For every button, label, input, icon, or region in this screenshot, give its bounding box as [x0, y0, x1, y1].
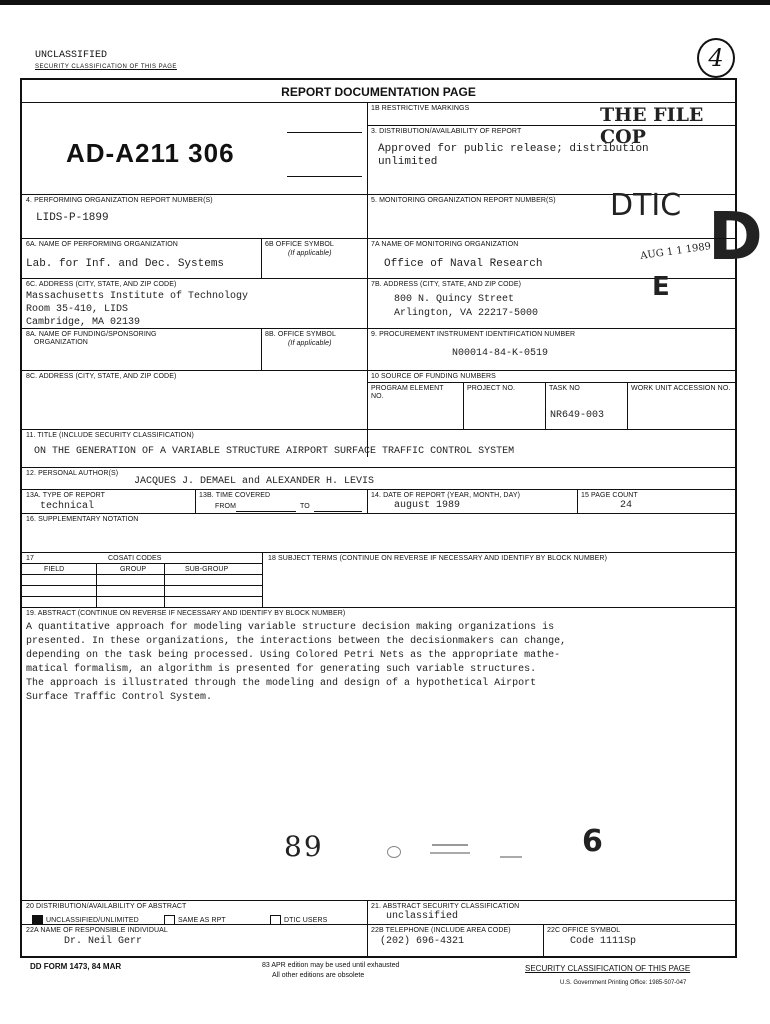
project-no-label: PROJECT NO.	[467, 385, 516, 392]
office-symbol-22c-value: Code 1111Sp	[570, 936, 637, 947]
time-covered-to: TO	[300, 503, 310, 510]
distribution-value-line2: unlimited	[378, 156, 438, 168]
abstract-line-6: Surface Traffic Control System.	[26, 692, 213, 703]
monitoring-report-number-label: 5. MONITORING ORGANIZATION REPORT NUMBER(S)	[371, 197, 556, 204]
dtic-stamp: DTIC	[610, 188, 682, 223]
top-border-bar	[0, 0, 770, 5]
cosati-group-label: GROUP	[120, 566, 147, 573]
abstract-line-5: The approach is illustrated through the modeling and design of a hypothetical Airport	[26, 678, 537, 689]
page-count-value: 24	[620, 500, 633, 511]
performing-address-line3: Cambridge, MA 02139	[26, 317, 141, 328]
footer-security-classification: SECURITY CLASSIFICATION OF THIS PAGE	[525, 964, 691, 973]
abstract-line-3: depending on the task being processed. Using Colored Petri Nets as the appropriate mathe-	[26, 650, 561, 661]
stamp-smudge-2	[432, 844, 468, 846]
funding-address-label: 8C. ADDRESS (CITY, STATE, AND ZIP CODE)	[26, 373, 177, 380]
form-title: REPORT DOCUMENTATION PAGE	[281, 85, 476, 99]
footer-form-number: DD FORM 1473, 84 MAR	[30, 962, 122, 971]
abstract-line-4: matical formalism, an algorithm is presented for generating such variable structures.	[26, 664, 537, 675]
task-no-label: TASK NO	[549, 385, 580, 392]
work-unit-label: WORK UNIT ACCESSION NO.	[631, 385, 731, 392]
monitoring-address-label: 7B. ADDRESS (CITY, STATE, AND ZIP CODE)	[371, 281, 522, 288]
footer-edition-1: 83 APR edition may be used until exhausted	[262, 962, 400, 969]
monitoring-org-name-value: Office of Naval Research	[384, 258, 543, 270]
time-covered-from: FROM	[215, 503, 237, 510]
performing-org-name-label: 6A. NAME OF PERFORMING ORGANIZATION	[26, 241, 178, 248]
abstract-line-1: A quantitative approach for modeling variable structure decision making organizations is	[26, 622, 555, 633]
authors-label: 12. PERSONAL AUTHOR(S)	[26, 470, 119, 477]
stamp-smudge-3	[430, 852, 470, 854]
telephone-label: 22B TELEPHONE (INCLUDE AREA CODE)	[371, 927, 511, 934]
cosati-subgroup-label: SUB-GROUP	[185, 566, 229, 573]
page-count-label: 15 PAGE COUNT	[581, 492, 638, 499]
security-classification-line: SECURITY CLASSIFICATION OF THIS PAGE	[35, 64, 177, 70]
footer-printing-office: U.S. Government Printing Office: 1985-507-047	[560, 980, 687, 986]
option-same-as-rpt[interactable]: SAME AS RPT	[164, 915, 226, 925]
option-unclassified-unlimited[interactable]: UNCLASSIFIED/UNLIMITED	[32, 915, 139, 925]
title-value: ON THE GENERATION OF A VARIABLE STRUCTURE AIRPORT SURFACE TRAFFIC CONTROL SYSTEM	[34, 446, 515, 457]
date-stamp-6: 6	[582, 824, 603, 859]
funding-org-label-2: ORGANIZATION	[34, 339, 88, 346]
abstract-security-value: unclassified	[386, 911, 459, 922]
performing-address-line2: Room 35-410, LIDS	[26, 304, 129, 315]
dtic-e-stamp: E	[652, 272, 670, 302]
authors-value: JACQUES J. DEMAEL and ALEXANDER H. LEVIS	[134, 476, 375, 487]
abstract-line-2: presented. In these organizations, the interactions between the decisionmakers can change,	[26, 636, 567, 647]
monitoring-address-line1: 800 N. Quincy Street	[394, 294, 515, 305]
task-no-value: NR649-003	[550, 410, 605, 421]
office-symbol-6b-sub: (If applicable)	[288, 250, 332, 257]
report-date-label: 14. DATE OF REPORT (YEAR, MONTH, DAY)	[371, 492, 521, 499]
option-dtic-users[interactable]: DTIC USERS	[270, 915, 327, 925]
subject-terms-label: 18 SUBJECT TERMS (CONTINUE ON REVERSE IF NECESSARY AND IDENTIFY BY BLOCK NUMBER)	[268, 555, 608, 562]
performing-address-label: 6C. ADDRESS (CITY, STATE, AND ZIP CODE)	[26, 281, 177, 288]
performing-address-line1: Massachusetts Institute of Technology	[26, 291, 249, 302]
cosati-codes-label: COSATI CODES	[108, 555, 162, 562]
office-symbol-8b-sub: (If applicable)	[288, 340, 332, 347]
stamp-smudge-4	[500, 842, 522, 858]
dtic-large-d: D	[708, 198, 763, 275]
office-symbol-8b-label: 8B. OFFICE SYMBOL	[265, 331, 336, 338]
procurement-id-label: 9. PROCUREMENT INSTRUMENT IDENTIFICATION NUMBER	[371, 331, 576, 338]
source-funding-label: 10 SOURCE OF FUNDING NUMBERS	[371, 373, 496, 380]
performing-report-number-label: 4. PERFORMING ORGANIZATION REPORT NUMBER(S)	[26, 197, 213, 204]
responsible-individual-value: Dr. Neil Gerr	[64, 936, 143, 947]
date-stamp-89: 89	[284, 830, 324, 863]
program-element-label: PROGRAM ELEMENT NO.	[371, 385, 444, 400]
procurement-id-value: N00014-84-K-0519	[452, 348, 549, 359]
time-covered-label: 13B. TIME COVERED	[199, 492, 271, 499]
report-type-value: technical	[40, 501, 95, 512]
telephone-value: (202) 696-4321	[380, 936, 465, 947]
file-copy-stamp: THE FILE COP	[600, 104, 704, 148]
performing-report-number-value: LIDS-P-1899	[36, 212, 109, 224]
office-symbol-22c-label: 22C OFFICE SYMBOL	[547, 927, 621, 934]
dtic-date-stamp: AUG 1 1 1989	[639, 241, 712, 262]
abstract-label: 19. ABSTRACT (CONTINUE ON REVERSE IF NECESSARY AND IDENTIFY BY BLOCK NUMBER)	[26, 610, 346, 617]
distribution-value-line1: Approved for public release; distribution	[378, 143, 649, 155]
abstract-security-label: 21. ABSTRACT SECURITY CLASSIFICATION	[371, 903, 520, 910]
restrictive-markings-label: 1B RESTRICTIVE MARKINGS	[371, 105, 470, 112]
supplementary-notation-label: 16. SUPPLEMENTARY NOTATION	[26, 516, 139, 523]
title-label: 11. TITLE (INCLUDE SECURITY CLASSIFICATION)	[26, 432, 194, 439]
report-documentation-form	[20, 78, 763, 958]
accession-number: AD-A211 306	[66, 138, 235, 168]
handwritten-circled-number: 4	[697, 38, 735, 78]
office-symbol-6b-label: 6B OFFICE SYMBOL	[265, 241, 334, 248]
cosati-number-label: 17	[26, 555, 34, 562]
distribution-availability-label: 3. DISTRIBUTION/AVAILABILITY OF REPORT	[371, 128, 522, 135]
responsible-individual-label: 22A NAME OF RESPONSIBLE INDIVIDUAL	[26, 927, 168, 934]
classification-top: UNCLASSIFIED	[35, 50, 108, 61]
footer-edition-2: All other editions are obsolete	[272, 972, 365, 979]
monitoring-address-line2: Arlington, VA 22217-5000	[394, 308, 539, 319]
performing-org-name-value: Lab. for Inf. and Dec. Systems	[26, 258, 225, 270]
report-date-value: august 1989	[394, 500, 461, 511]
abstract-distribution-label: 20 DISTRIBUTION/AVAILABILITY OF ABSTRACT	[26, 903, 187, 910]
report-type-label: 13A. TYPE OF REPORT	[26, 492, 106, 499]
cosati-field-label: FIELD	[44, 566, 65, 573]
stamp-smudge-1	[387, 846, 401, 858]
monitoring-org-name-label: 7A NAME OF MONITORING ORGANIZATION	[371, 241, 519, 248]
funding-org-label-1: 8A. NAME OF FUNDING/SPONSORING	[26, 331, 157, 338]
